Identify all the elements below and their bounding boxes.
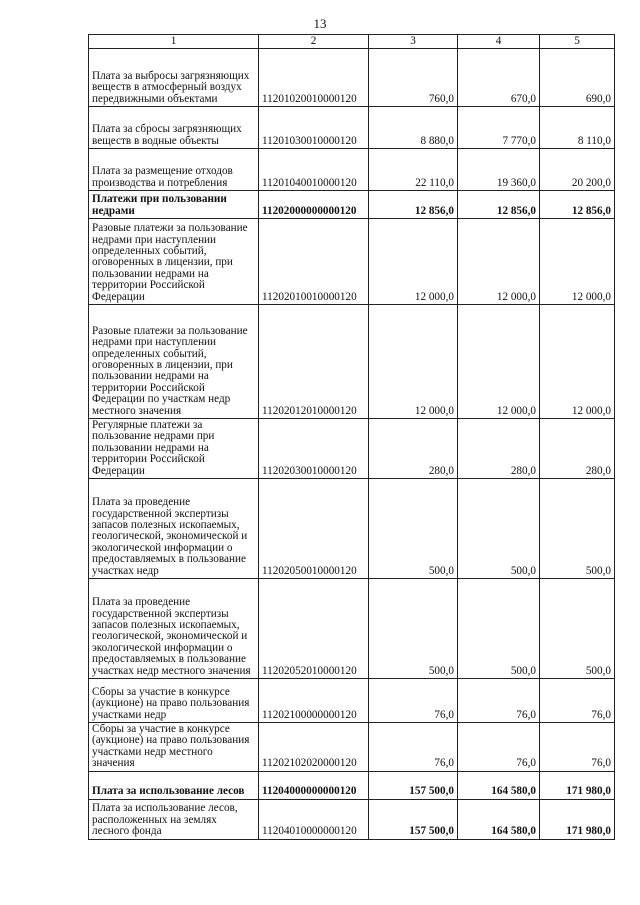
row-value-3: 8 110,0	[540, 107, 615, 149]
row-name: Плата за размещение отходов производства и потребления	[89, 149, 259, 191]
row-value-1: 76,0	[369, 723, 458, 772]
row-name: Плата за проведение государственной экспертизы запасов полезных ископаемых, геологической, экономической и экологической информации о предоставляемых в пользование участках недр	[89, 479, 259, 579]
table-row	[89, 419, 615, 479]
row-name: Разовые платежи за пользование недрами при наступлении определенных событий, оговоренных в лицензии, при пользовании недрами на территории Российской Федерации по участкам недр местного значения	[89, 305, 259, 419]
row-value-3: 76,0	[540, 723, 615, 772]
row-value-1: 12 000,0	[369, 305, 458, 419]
table-row	[89, 191, 615, 219]
row-name: Платежи при пользовании недрами	[89, 191, 259, 219]
row-code: 11201020010000120	[259, 49, 369, 107]
table-row	[89, 49, 615, 107]
column-header-5: 5	[540, 35, 615, 49]
budget-table	[88, 34, 615, 840]
row-value-2: 7 770,0	[458, 107, 540, 149]
row-value-3: 280,0	[540, 419, 615, 479]
row-name: Разовые платежи за пользование недрами при наступлении определенных событий, оговоренных в лицензии, при пользовании недрами на территории Российской Федерации	[89, 219, 259, 305]
row-value-3: 12 000,0	[540, 305, 615, 419]
row-value-2: 19 360,0	[458, 149, 540, 191]
row-code: 11202010010000120	[259, 219, 369, 305]
row-value-1: 500,0	[369, 579, 458, 679]
row-value-2: 76,0	[458, 679, 540, 723]
row-value-3: 20 200,0	[540, 149, 615, 191]
column-header-4: 4	[458, 35, 540, 49]
row-value-1: 12 856,0	[369, 191, 458, 219]
row-value-3: 76,0	[540, 679, 615, 723]
row-code: 11202012010000120	[259, 305, 369, 419]
row-name: Плата за выбросы загрязняющих веществ в атмосферный воздух передвижными объектами	[89, 49, 259, 107]
row-code: 11202050010000120	[259, 479, 369, 579]
row-value-1: 157 500,0	[369, 799, 458, 839]
table-row	[89, 579, 615, 679]
row-value-2: 164 580,0	[458, 799, 540, 839]
row-value-2: 76,0	[458, 723, 540, 772]
row-value-1: 500,0	[369, 479, 458, 579]
row-value-3: 12 000,0	[540, 219, 615, 305]
row-code: 11204000000000120	[259, 771, 369, 799]
row-name: Сборы за участие в конкурсе (аукционе) на право пользования участками недр	[89, 679, 259, 723]
row-code: 11202100000000120	[259, 679, 369, 723]
row-value-2: 500,0	[458, 579, 540, 679]
row-value-2: 280,0	[458, 419, 540, 479]
table-row	[89, 149, 615, 191]
row-value-1: 760,0	[369, 49, 458, 107]
row-value-2: 12 856,0	[458, 191, 540, 219]
row-value-3: 690,0	[540, 49, 615, 107]
row-code: 11202102020000120	[259, 723, 369, 772]
row-name: Плата за проведение государственной экспертизы запасов полезных ископаемых, геологической, экономической и экологической информации о предоставляемых в пользование участках недр местного значения	[89, 579, 259, 679]
row-code: 11201040010000120	[259, 149, 369, 191]
row-value-1: 76,0	[369, 679, 458, 723]
row-code: 11202000000000120	[259, 191, 369, 219]
row-value-2: 500,0	[458, 479, 540, 579]
table-row	[89, 771, 615, 799]
row-value-1: 12 000,0	[369, 219, 458, 305]
table-header-row	[89, 35, 615, 49]
row-code: 11204010000000120	[259, 799, 369, 839]
row-name: Сборы за участие в конкурсе (аукционе) на право пользования участками недр местного значения	[89, 723, 259, 772]
row-value-2: 670,0	[458, 49, 540, 107]
row-code: 11201030010000120	[259, 107, 369, 149]
table-row	[89, 679, 615, 723]
table-row	[89, 723, 615, 772]
row-name: Плата за сбросы загрязняющих веществ в водные объекты	[89, 107, 259, 149]
column-header-1: 1	[89, 35, 259, 49]
row-value-1: 22 110,0	[369, 149, 458, 191]
table-row	[89, 107, 615, 149]
column-header-3: 3	[369, 35, 458, 49]
row-value-2: 164 580,0	[458, 771, 540, 799]
row-code: 11202052010000120	[259, 579, 369, 679]
row-value-1: 157 500,0	[369, 771, 458, 799]
column-header-2: 2	[259, 35, 369, 49]
row-name: Плата за использование лесов, расположенных на землях лесного фонда	[89, 799, 259, 839]
row-value-3: 171 980,0	[540, 799, 615, 839]
row-value-1: 280,0	[369, 419, 458, 479]
row-name: Регулярные платежи за пользование недрами при пользовании недрами на территории Российской Федерации	[89, 419, 259, 479]
row-value-3: 171 980,0	[540, 771, 615, 799]
row-value-1: 8 880,0	[369, 107, 458, 149]
row-value-3: 500,0	[540, 579, 615, 679]
page-number: 13	[313, 16, 327, 31]
row-value-2: 12 000,0	[458, 305, 540, 419]
table-row	[89, 479, 615, 579]
row-value-3: 500,0	[540, 479, 615, 579]
table-row	[89, 305, 615, 419]
row-value-2: 12 000,0	[458, 219, 540, 305]
table-row	[89, 799, 615, 839]
row-name: Плата за использование лесов	[89, 771, 259, 799]
table-row	[89, 219, 615, 305]
row-value-3: 12 856,0	[540, 191, 615, 219]
row-code: 11202030010000120	[259, 419, 369, 479]
